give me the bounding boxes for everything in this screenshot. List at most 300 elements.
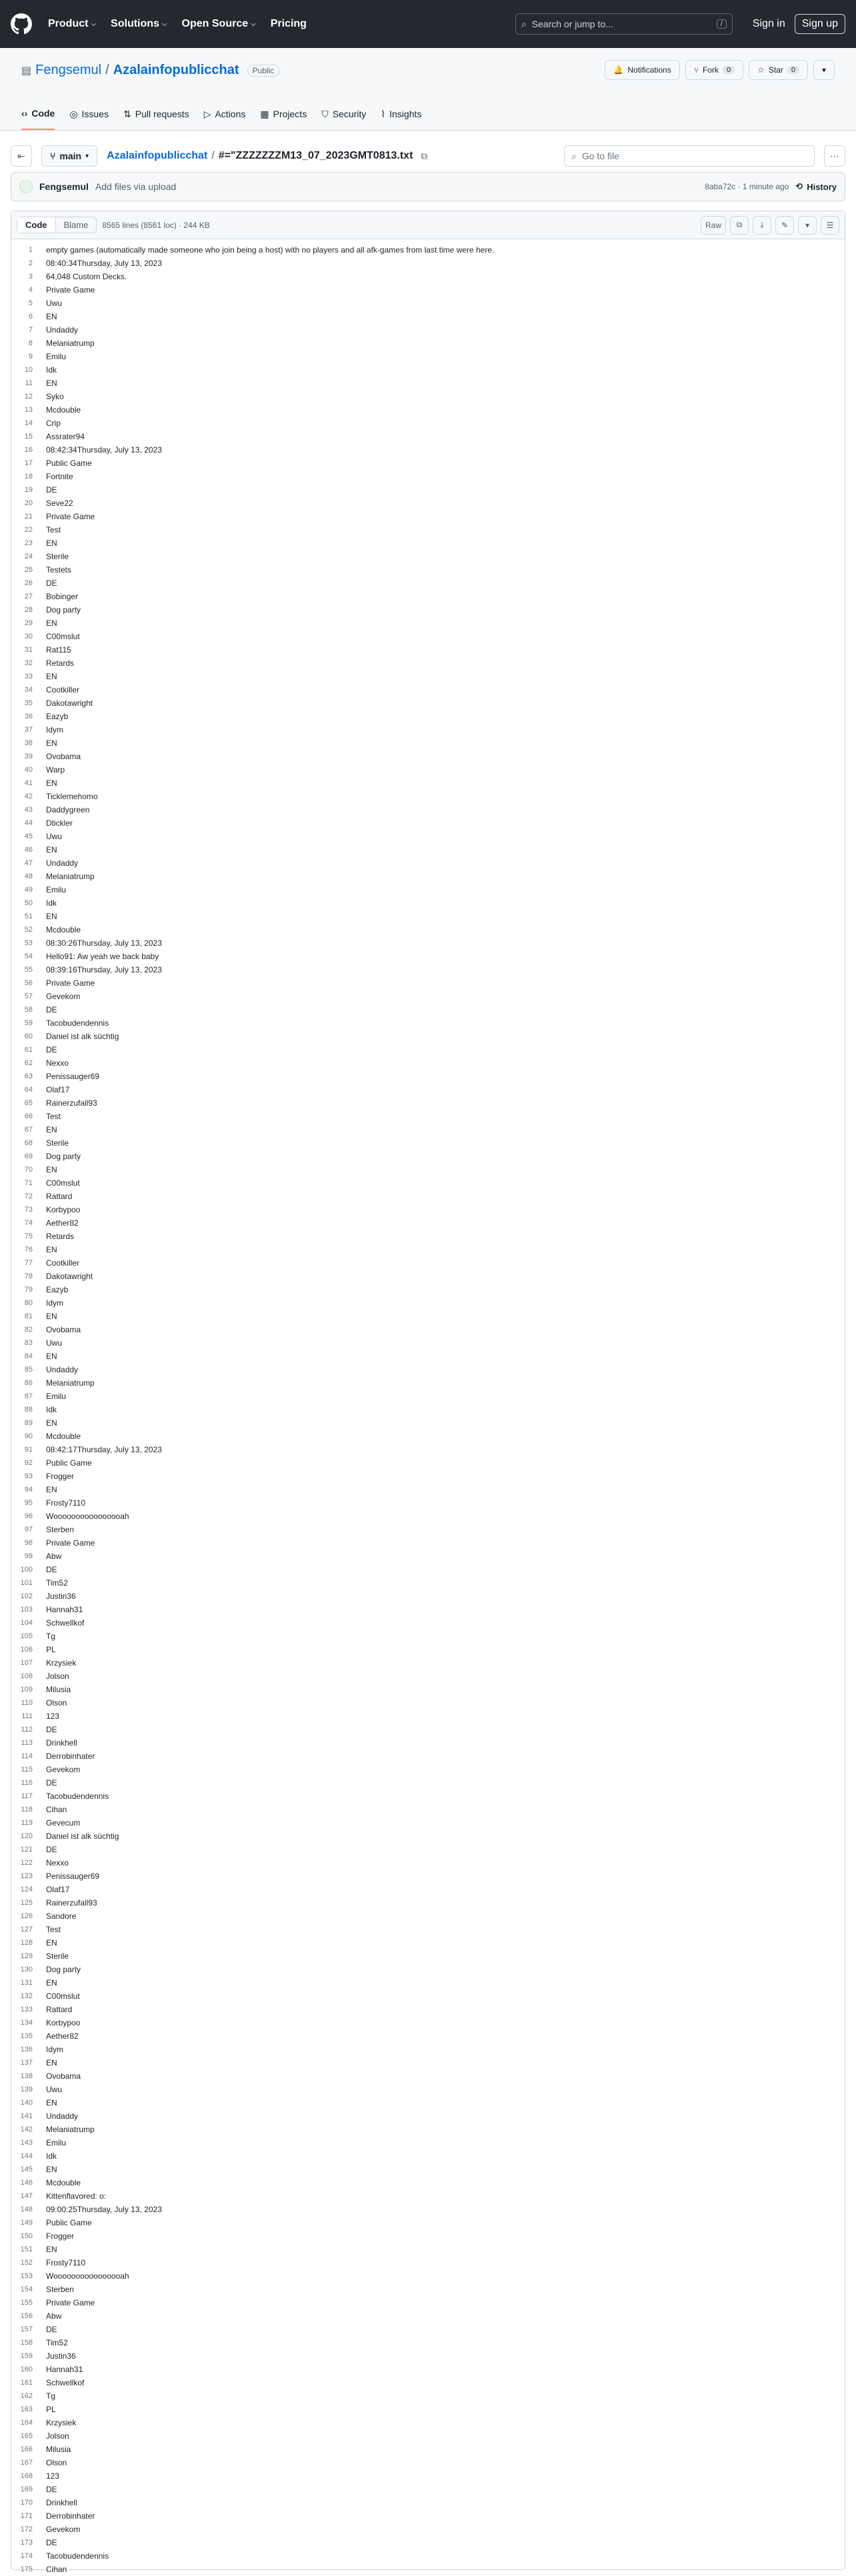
line-number[interactable]: 10 — [24, 366, 33, 374]
code-line — [11, 2549, 845, 2563]
code-line — [11, 1163, 845, 1176]
line-number[interactable]: 171 — [20, 2512, 33, 2520]
line-text: Cootkiller — [46, 685, 80, 694]
line-number[interactable]: 157 — [20, 2325, 33, 2333]
fork-button[interactable]: ⑂ Fork 0 — [685, 60, 743, 80]
line-number[interactable]: 38 — [24, 739, 33, 747]
line-number[interactable]: 163 — [20, 2405, 33, 2413]
line-number[interactable]: 37 — [24, 726, 33, 734]
line-text: Undaddy — [46, 325, 79, 335]
line-text: Nexxo — [46, 1858, 69, 1868]
code-view-button[interactable]: Code — [17, 217, 56, 233]
line-number[interactable]: 12 — [24, 393, 33, 401]
line-number[interactable]: 4 — [28, 286, 33, 294]
nav-solutions[interactable]: Solutions ⌵ — [111, 18, 167, 29]
line-number[interactable]: 81 — [24, 1312, 33, 1320]
sidebar-toggle-icon[interactable]: ⇤ — [11, 145, 32, 167]
line-text: Rat115 — [46, 645, 71, 654]
line-number[interactable]: 56 — [24, 979, 33, 987]
code-line — [11, 1150, 845, 1163]
line-number[interactable]: 42 — [24, 792, 33, 800]
line-text: Sterile — [46, 1951, 69, 1961]
line-text: DE — [46, 1005, 57, 1014]
line-number[interactable]: 34 — [24, 686, 33, 694]
line-number[interactable]: 27 — [24, 593, 33, 601]
line-number[interactable]: 5 — [28, 299, 33, 307]
line-number[interactable]: 174 — [20, 2552, 33, 2560]
line-number[interactable]: 19 — [24, 486, 33, 494]
tab-pull-requests[interactable]: ⇅ Pull requests — [123, 108, 189, 119]
code-line — [11, 270, 845, 283]
line-number[interactable]: 158 — [20, 2339, 33, 2347]
line-text: Gevekom — [46, 1765, 81, 1774]
line-number[interactable]: 17 — [24, 459, 33, 467]
code-line — [11, 1643, 845, 1656]
code-line — [11, 1203, 845, 1216]
line-number[interactable]: 90 — [24, 1432, 33, 1440]
line-number[interactable]: 9 — [28, 353, 33, 361]
line-number[interactable]: 156 — [20, 2312, 33, 2320]
line-number[interactable]: 145 — [20, 2165, 33, 2173]
line-number[interactable]: 93 — [24, 1472, 33, 1480]
line-number[interactable]: 41 — [24, 779, 33, 787]
line-number[interactable]: 108 — [20, 1672, 33, 1680]
more-options-icon[interactable]: ⋯ — [824, 145, 845, 167]
line-number[interactable]: 88 — [24, 1406, 33, 1414]
line-number[interactable]: 115 — [21, 1766, 33, 1774]
line-text: Korbypoo — [46, 2018, 81, 2027]
line-number[interactable]: 146 — [20, 2179, 33, 2187]
line-text: EN — [46, 2058, 57, 2067]
line-number[interactable]: 149 — [20, 2219, 33, 2227]
line-text: Test — [46, 525, 61, 535]
code-line — [11, 1350, 845, 1363]
line-number[interactable]: 49 — [24, 886, 33, 894]
edit-icon[interactable]: ✎ — [775, 216, 794, 235]
line-number[interactable]: 16 — [24, 446, 33, 454]
line-number[interactable]: 153 — [20, 2272, 33, 2280]
line-number[interactable]: 85 — [24, 1366, 33, 1374]
line-number[interactable]: 2 — [28, 259, 33, 267]
line-number[interactable]: 26 — [24, 579, 33, 587]
code-line — [11, 590, 845, 603]
line-number[interactable]: 160 — [20, 2365, 33, 2373]
raw-button[interactable]: Raw — [701, 216, 726, 235]
line-number[interactable]: 137 — [20, 2059, 33, 2067]
line-number[interactable]: 65 — [24, 1099, 33, 1107]
history-button[interactable]: ⟲ History — [795, 181, 837, 192]
line-number[interactable]: 147 — [20, 2192, 33, 2200]
line-number[interactable]: 117 — [21, 1792, 33, 1800]
line-number[interactable]: 94 — [24, 1486, 33, 1494]
code-line — [11, 363, 845, 377]
file-nav — [0, 140, 856, 172]
line-number[interactable]: 52 — [24, 926, 33, 934]
copy-icon[interactable]: ⧉ — [421, 150, 428, 161]
code-line — [11, 2016, 845, 2029]
line-number[interactable]: 173 — [20, 2539, 33, 2547]
code-line — [11, 2043, 845, 2056]
line-number[interactable]: 105 — [20, 1632, 33, 1640]
branch-selector[interactable]: ⑂ main ▾ — [41, 145, 97, 167]
code-line — [11, 803, 845, 816]
line-number[interactable]: 165 — [20, 2432, 33, 2440]
line-number[interactable]: 45 — [24, 832, 33, 840]
line-number[interactable]: 152 — [20, 2259, 33, 2267]
line-number[interactable]: 168 — [20, 2472, 33, 2480]
line-number[interactable]: 119 — [21, 1819, 33, 1827]
line-number[interactable]: 134 — [20, 2019, 33, 2027]
line-number[interactable]: 123 — [20, 1872, 33, 1880]
code-line — [11, 470, 845, 483]
line-text: PL — [46, 1645, 56, 1654]
line-number[interactable]: 33 — [24, 672, 33, 680]
line-text: EN — [46, 1418, 57, 1428]
line-number[interactable]: 109 — [20, 1686, 33, 1694]
commit-hash[interactable]: 8aba72c — [705, 182, 736, 191]
line-number[interactable]: 54 — [24, 952, 33, 960]
line-number[interactable]: 39 — [24, 752, 33, 760]
line-number[interactable]: 77 — [24, 1259, 33, 1267]
chevron-down-icon[interactable]: ▾ — [798, 216, 817, 235]
tab-security[interactable]: ⛉ Security — [321, 108, 367, 119]
line-number[interactable]: 20 — [24, 499, 33, 507]
tab-insights[interactable]: ⌇ Insights — [381, 108, 422, 119]
line-text: Dakotawright — [46, 698, 93, 708]
line-number[interactable]: 43 — [24, 806, 33, 814]
line-text: C00mslut — [46, 1178, 80, 1188]
line-number[interactable]: 51 — [24, 912, 33, 920]
symbols-panel-icon[interactable]: ☰ — [821, 216, 839, 235]
line-number[interactable]: 32 — [24, 659, 33, 667]
code-line — [11, 656, 845, 670]
breadcrumb-repo-link[interactable]: Azalainfopublicchat — [107, 150, 208, 161]
github-logo-icon[interactable] — [11, 13, 32, 35]
line-number[interactable]: 80 — [24, 1299, 33, 1307]
avatar[interactable] — [19, 180, 33, 193]
code-line — [11, 923, 845, 936]
line-number[interactable]: 143 — [20, 2139, 33, 2147]
blame-view-button[interactable]: Blame — [63, 220, 89, 230]
line-text: Eazyb — [46, 1285, 69, 1294]
nav-product[interactable]: Product ⌵ — [48, 18, 97, 29]
line-number[interactable]: 131 — [20, 1979, 33, 1987]
line-number[interactable]: 69 — [24, 1152, 33, 1160]
line-text: Schwellkof — [46, 2378, 85, 2387]
line-number[interactable]: 36 — [24, 712, 33, 720]
go-to-file-input[interactable] — [564, 145, 815, 167]
line-number[interactable]: 29 — [24, 619, 33, 627]
line-number[interactable]: 89 — [24, 1419, 33, 1427]
tab-actions[interactable]: ▷ Actions — [203, 108, 246, 119]
line-number[interactable]: 113 — [21, 1739, 33, 1747]
line-number[interactable]: 166 — [20, 2445, 33, 2453]
line-number[interactable]: 128 — [20, 1939, 33, 1947]
line-number[interactable]: 112 — [21, 1726, 33, 1734]
line-number[interactable]: 15 — [24, 433, 33, 441]
chevron-down-icon: ▾ — [821, 65, 826, 75]
line-text: Sterile — [46, 552, 69, 561]
file-actions — [701, 216, 839, 235]
line-number[interactable]: 31 — [24, 646, 33, 654]
file-info: 8565 lines (8561 loc) · 244 KB — [102, 220, 210, 230]
line-number[interactable]: 101 — [20, 1579, 33, 1587]
code-line — [11, 2189, 845, 2203]
line-number[interactable]: 82 — [24, 1326, 33, 1334]
line-number[interactable]: 70 — [24, 1166, 33, 1174]
code-line — [11, 1110, 845, 1123]
copy-icon[interactable]: ⧉ — [730, 216, 749, 235]
line-number[interactable]: 154 — [20, 2285, 33, 2293]
line-number[interactable]: 23 — [24, 539, 33, 547]
line-number[interactable]: 98 — [24, 1539, 33, 1547]
code-line — [11, 1803, 845, 1816]
line-number[interactable]: 121 — [20, 1846, 33, 1854]
line-number[interactable]: 155 — [20, 2299, 33, 2307]
line-text: Olson — [46, 2458, 67, 2467]
line-number[interactable]: 60 — [24, 1032, 33, 1040]
line-number[interactable]: 102 — [20, 1592, 33, 1600]
line-number[interactable]: 14 — [24, 419, 33, 427]
line-number[interactable]: 99 — [24, 1552, 33, 1560]
line-number[interactable]: 74 — [24, 1219, 33, 1227]
code-line — [11, 1656, 845, 1670]
code-line — [11, 2469, 845, 2483]
notifications-button[interactable]: 🔔 Notifications — [605, 60, 679, 80]
line-number[interactable]: 133 — [20, 2005, 33, 2013]
code-line — [11, 1763, 845, 1776]
line-number[interactable]: 127 — [20, 1926, 33, 1933]
line-number[interactable]: 167 — [20, 2459, 33, 2467]
line-number[interactable]: 118 — [21, 1806, 33, 1814]
line-number[interactable]: 8 — [28, 339, 33, 347]
line-number[interactable]: 130 — [20, 1965, 33, 1973]
line-number[interactable]: 114 — [21, 1752, 33, 1760]
line-number[interactable]: 110 — [21, 1699, 33, 1707]
line-number[interactable]: 78 — [24, 1272, 33, 1280]
line-number[interactable]: 129 — [20, 1952, 33, 1960]
line-number[interactable]: 25 — [24, 566, 33, 574]
line-number[interactable]: 11 — [25, 379, 33, 387]
line-number[interactable]: 95 — [24, 1499, 33, 1507]
code-line — [11, 283, 845, 297]
line-number[interactable]: 75 — [24, 1232, 33, 1240]
code-line — [11, 1483, 845, 1496]
star-dropdown-button[interactable] — [813, 60, 835, 80]
line-number[interactable]: 48 — [24, 872, 33, 880]
sign-up-button[interactable]: Sign up — [795, 14, 845, 34]
line-number[interactable]: 161 — [20, 2379, 33, 2387]
code-line — [11, 2256, 845, 2269]
line-text: Jolson — [46, 2431, 69, 2441]
line-number[interactable]: 24 — [24, 553, 33, 561]
line-number[interactable]: 151 — [20, 2245, 33, 2253]
line-number[interactable]: 50 — [24, 899, 33, 907]
line-number[interactable]: 96 — [24, 1512, 33, 1520]
line-text: Kittenflavored: o: — [46, 2191, 107, 2201]
line-number[interactable]: 132 — [20, 1992, 33, 2000]
line-text: Frogger — [46, 2231, 75, 2241]
tab-code[interactable]: ‹› Code — [21, 98, 55, 130]
line-text: Sterben — [46, 1525, 75, 1534]
line-text: Warp — [46, 765, 65, 774]
code-line — [11, 1576, 845, 1590]
line-number[interactable]: 97 — [24, 1526, 33, 1534]
line-number[interactable]: 22 — [24, 526, 33, 534]
line-number[interactable]: 30 — [24, 633, 33, 641]
star-button[interactable]: ☆ Star 0 — [749, 60, 808, 80]
code-line — [11, 1523, 845, 1536]
code-line — [11, 2389, 845, 2403]
line-number[interactable]: 125 — [20, 1899, 33, 1907]
code-line — [11, 696, 845, 710]
line-number[interactable]: 122 — [20, 1859, 33, 1867]
line-text: Derrobinhater — [46, 1752, 95, 1761]
line-number[interactable]: 126 — [20, 1912, 33, 1920]
line-number[interactable]: 148 — [20, 2205, 33, 2213]
line-number[interactable]: 40 — [24, 766, 33, 774]
line-number[interactable]: 111 — [21, 1712, 33, 1720]
line-number[interactable]: 175 — [20, 2565, 33, 2573]
line-number[interactable]: 63 — [24, 1072, 33, 1080]
line-number[interactable]: 72 — [24, 1192, 33, 1200]
line-text: Bobinger — [46, 592, 79, 601]
line-number[interactable]: 59 — [24, 1019, 33, 1027]
line-number[interactable]: 76 — [24, 1246, 33, 1254]
line-number[interactable]: 144 — [20, 2152, 33, 2160]
code-line — [11, 856, 845, 870]
line-number[interactable]: 142 — [20, 2125, 33, 2133]
line-number[interactable]: 138 — [20, 2072, 33, 2080]
line-number[interactable]: 35 — [24, 699, 33, 707]
line-number[interactable]: 107 — [20, 1659, 33, 1667]
commit-author[interactable]: Fengsemul — [39, 181, 89, 192]
line-number[interactable]: 104 — [20, 1619, 33, 1627]
line-number[interactable]: 44 — [24, 819, 33, 827]
line-text: empty games (automatically made someone who join being a host) with no players and all afk-games from last time were here. — [46, 245, 495, 255]
line-number[interactable]: 172 — [20, 2525, 33, 2533]
line-number[interactable]: 159 — [20, 2352, 33, 2360]
line-text: Justin36 — [46, 2351, 76, 2361]
code-line — [11, 1456, 845, 1470]
line-text: Tim52 — [46, 2338, 68, 2347]
line-number[interactable]: 79 — [24, 1286, 33, 1294]
line-number[interactable]: 64 — [24, 1086, 33, 1094]
line-number[interactable]: 86 — [24, 1379, 33, 1387]
repo-owner-link[interactable]: Fengsemul — [35, 63, 102, 77]
line-number[interactable]: 58 — [24, 1006, 33, 1014]
code-line — [11, 2416, 845, 2429]
line-number[interactable]: 103 — [20, 1606, 33, 1614]
line-number[interactable]: 68 — [24, 1139, 33, 1147]
line-number[interactable]: 170 — [20, 2499, 33, 2507]
line-number[interactable]: 46 — [24, 846, 33, 854]
line-number[interactable]: 21 — [24, 513, 33, 521]
line-text: Daniel ist alk süchtig — [46, 1832, 119, 1841]
line-text: EN — [46, 912, 57, 921]
line-number[interactable]: 162 — [20, 2392, 33, 2400]
repo-name-link[interactable]: Azalainfopublicchat — [113, 63, 239, 77]
tab-projects[interactable]: ▦ Projects — [260, 108, 307, 119]
line-number[interactable]: 139 — [20, 2085, 33, 2093]
line-number[interactable]: 84 — [24, 1352, 33, 1360]
line-number[interactable]: 55 — [24, 966, 33, 974]
code-line — [11, 2069, 845, 2083]
commit-meta: 8aba72c · 1 minute ago — [705, 182, 789, 191]
line-number[interactable]: 141 — [20, 2112, 33, 2120]
line-number[interactable]: 120 — [20, 1832, 33, 1840]
tab-issues[interactable]: ◎ Issues — [69, 108, 109, 119]
commit-message[interactable]: Add files via upload — [95, 181, 177, 192]
sign-in-link[interactable]: Sign in — [752, 18, 785, 29]
line-number[interactable]: 135 — [20, 2032, 33, 2040]
line-number[interactable]: 73 — [24, 1206, 33, 1214]
line-number[interactable]: 18 — [24, 473, 33, 481]
nav-pricing[interactable]: Pricing — [270, 18, 307, 29]
line-text: Testets — [46, 565, 72, 575]
line-text: Daniel ist alk süchtig — [46, 1032, 119, 1041]
code-line — [11, 2203, 845, 2216]
nav-open-source[interactable]: Open Source ⌵ — [181, 18, 256, 29]
global-search-input[interactable] — [515, 13, 733, 35]
line-text: EN — [46, 738, 57, 748]
code-line — [11, 1683, 845, 1696]
line-number[interactable]: 53 — [24, 939, 33, 947]
line-number[interactable]: 164 — [20, 2419, 33, 2427]
line-number[interactable]: 140 — [20, 2099, 33, 2107]
line-number[interactable]: 62 — [24, 1059, 33, 1067]
code-line — [11, 1536, 845, 1550]
line-text: Undaddy — [46, 1365, 79, 1374]
line-number[interactable]: 116 — [21, 1779, 33, 1787]
line-number[interactable]: 67 — [24, 1126, 33, 1134]
line-text: Sterile — [46, 1138, 69, 1148]
line-number[interactable]: 66 — [24, 1112, 33, 1120]
line-number[interactable]: 91 — [24, 1446, 33, 1454]
line-number[interactable]: 1 — [28, 246, 33, 254]
line-text: EN — [46, 1485, 57, 1494]
line-number[interactable]: 83 — [24, 1339, 33, 1347]
code-line — [11, 2163, 845, 2176]
line-text: Private Game — [46, 285, 95, 295]
line-number[interactable]: 28 — [24, 606, 33, 614]
line-number[interactable]: 3 — [28, 273, 33, 281]
line-number[interactable]: 6 — [28, 313, 33, 321]
line-text: 08:42:17Thursday, July 13, 2023 — [46, 1445, 162, 1454]
line-number[interactable]: 57 — [24, 992, 33, 1000]
line-number[interactable]: 136 — [20, 2045, 33, 2053]
line-number[interactable]: 100 — [20, 1566, 33, 1574]
line-number[interactable]: 7 — [28, 326, 33, 334]
line-number[interactable]: 71 — [24, 1179, 33, 1187]
line-number[interactable]: 169 — [20, 2485, 33, 2493]
code-line — [11, 377, 845, 390]
line-text: DE — [46, 1845, 57, 1854]
line-number[interactable]: 87 — [24, 1392, 33, 1400]
download-icon[interactable]: ⤓ — [753, 216, 771, 235]
line-number[interactable]: 124 — [20, 1886, 33, 1894]
line-text: 64,048 Custom Decks. — [46, 272, 127, 281]
line-number[interactable]: 47 — [24, 859, 33, 867]
line-number[interactable]: 13 — [24, 406, 33, 414]
line-text: Daddygreen — [46, 805, 90, 814]
code-line — [11, 2283, 845, 2296]
line-number[interactable]: 61 — [24, 1046, 33, 1054]
line-text: EN — [46, 778, 57, 788]
line-number[interactable]: 92 — [24, 1459, 33, 1467]
line-number[interactable]: 150 — [20, 2232, 33, 2240]
line-number[interactable]: 106 — [20, 1646, 33, 1654]
